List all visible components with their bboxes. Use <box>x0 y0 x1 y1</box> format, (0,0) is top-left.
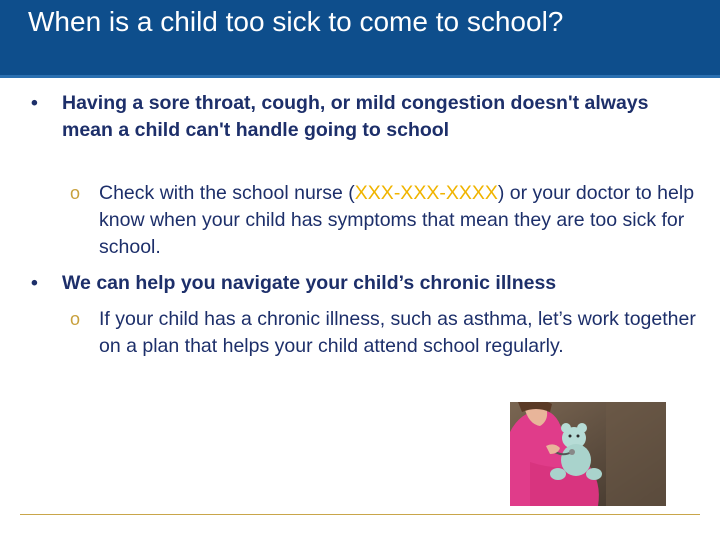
sub-bullet-1-text-before: Check with the school nurse ( <box>99 182 355 204</box>
bullet-marker: • <box>31 272 38 294</box>
bullet-1 <box>31 90 702 144</box>
bullet-1-text: Having a sore throat, cough, or mild congestion doesn't always mean a child can't handle going to school <box>62 92 649 141</box>
title-bar <box>0 0 720 78</box>
sub-bullet-1-text-after: ) or your doctor to help know when your child has symptoms that mean they are too sick for school. <box>99 182 695 258</box>
nurse-phone-number: XXX-XXX-XXXX <box>354 182 498 204</box>
sub-bullet-2-text: If your child has a chronic illness, such as asthma, let’s work together on a plan that helps your child attend school regularly. <box>99 308 696 357</box>
sub-bullet-marker: o <box>70 183 81 203</box>
bullet-marker: • <box>31 92 38 114</box>
slide-title: When is a child too sick to come to school? <box>28 6 564 37</box>
sub-bullet-marker: o <box>70 309 81 329</box>
sub-bullet-2 <box>70 306 699 360</box>
bullet-2-text: We can help you navigate your child’s chronic illness <box>62 272 557 294</box>
sub-bullet-1 <box>70 180 699 261</box>
child-with-teddy-bear-photo <box>510 402 666 506</box>
bullet-2 <box>31 270 702 297</box>
footer-rule <box>20 514 700 515</box>
